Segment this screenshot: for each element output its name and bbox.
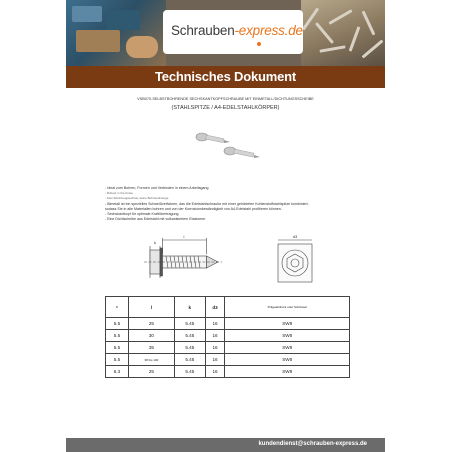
table-cell: 16: [205, 366, 225, 378]
svg-text:k: k: [154, 240, 156, 245]
feature-list: [105, 186, 365, 222]
table-cell: 30: [128, 330, 174, 342]
column-header-l: l: [128, 297, 174, 318]
table-cell: 6.3: [106, 366, 129, 378]
table-cell: 35: [128, 342, 174, 354]
table-cell: 5.5: [106, 318, 129, 330]
feature-item: - Ideal zum Bohren, Formen und Verbinden in einem Arbeitsgang: [105, 186, 209, 190]
table-header-row: [106, 297, 350, 318]
table-cell: SW8: [225, 318, 350, 330]
table-cell: SW8: [225, 330, 350, 342]
table-cell: 5.45: [174, 354, 205, 366]
logo-dot: [257, 42, 261, 46]
header-banner: [66, 0, 385, 66]
screw-image-1: [196, 133, 230, 143]
table-cell: 5.45: [174, 330, 205, 342]
table-row: [106, 318, 350, 330]
table-cell: SW8: [225, 342, 350, 354]
workshop-photo: [66, 0, 166, 66]
brand-logo: [163, 10, 303, 54]
table-cell: 16: [205, 330, 225, 342]
table-row: [106, 366, 350, 378]
logo-text-main: Schrauben: [171, 23, 235, 38]
footer-email-link[interactable]: kundendienst@schrauben-express.de: [258, 441, 367, 447]
table-cell: 16: [205, 318, 225, 330]
feature-item: - Eine Dichtscheibe aus Edelstahl mit vulkanisiertem Elastomer: [105, 217, 206, 222]
logo-text-accent: -express.de: [234, 23, 303, 38]
table-cell: 16: [205, 354, 225, 366]
table-cell: 25: [128, 366, 174, 378]
column-header-d: D: [106, 297, 129, 318]
column-header-key: Prägeabdruck oder Schlüssel: [225, 297, 350, 318]
screws-photo: [301, 0, 385, 66]
column-header-k: k: [174, 297, 205, 318]
svg-text:l: l: [183, 234, 185, 239]
table-cell: 16: [205, 342, 225, 354]
technical-drawing: [142, 232, 332, 287]
table-cell: 25: [128, 318, 174, 330]
footer-bar: [66, 438, 385, 452]
table-cell: 5.45: [174, 342, 205, 354]
table-cell: SW8: [225, 366, 350, 378]
feature-item: sodass Sie in alle Materialien bohren und von der Korrosionsbeständigkeit von A4-Edelstahl profitieren können.: [105, 206, 282, 211]
document-page: [66, 0, 385, 452]
product-subtitle: (STAHLSPITZE / A4-EDELSTAHLKÖRPER): [171, 105, 280, 111]
table-cell: 5.5: [106, 354, 129, 366]
svg-text:d3: d3: [292, 234, 298, 239]
table-row: [106, 342, 350, 354]
page-title: Technisches Dokument: [66, 66, 385, 88]
table-cell: 5.5: [106, 342, 129, 354]
feature-item: - Kein Werkzeugwechsel, keine Bohrwerkzeuge: [105, 196, 169, 201]
table-cell: SW8: [225, 354, 350, 366]
product-image: [186, 125, 266, 165]
table-row: [106, 330, 350, 342]
feature-item: - Bimetall ist ein spezielles Schweißverfahren, das die Edelstahlschraube mit einer gehärteten Kohlenstoffstahlspitze kombiniert,: [105, 201, 309, 206]
product-description: VSB070-SELBSTBOHRENDE SECHSKANTKOPFSCHRAUBE MIT EINMETALL/DICHTUNGSSCHEIBE: [137, 97, 314, 101]
feature-item: - Sechskantkopf für optimale Kraftübertragung: [105, 212, 179, 217]
front-view-drawing: [278, 240, 312, 282]
table-row: [106, 354, 350, 366]
feature-item: - Robust in the Koste: [105, 191, 134, 196]
table-cell: 38 bis 100: [128, 354, 174, 366]
column-header-d3: d3: [205, 297, 225, 318]
table-cell: 5.5: [106, 330, 129, 342]
dimensions-table: [105, 296, 350, 378]
table-cell: 5.45: [174, 318, 205, 330]
table-cell: 5.45: [174, 366, 205, 378]
screw-image-2: [224, 147, 260, 158]
